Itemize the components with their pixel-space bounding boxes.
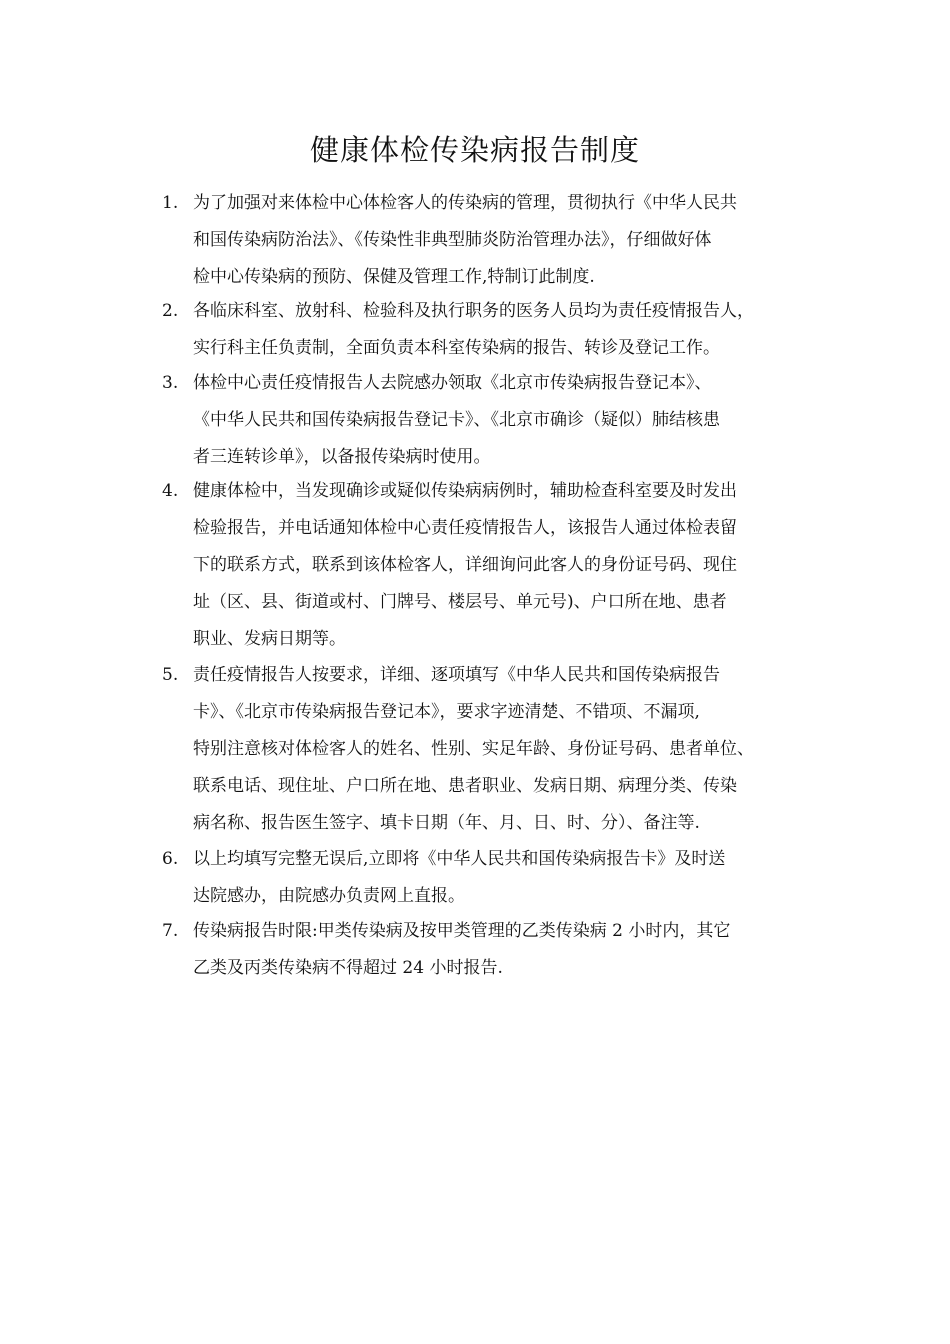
text-line: 特别注意核对体检客人的姓名、性别、实足年龄、身份证号码、患者单位、 (193, 739, 754, 759)
text-line: 和国传染病防治法》、《传染性非典型肺炎防治管理办法》，仔细做好体 (193, 230, 712, 250)
item-text (193, 841, 818, 915)
item-text (193, 293, 818, 367)
item-number: 3. (162, 373, 179, 393)
item-text (193, 657, 818, 842)
item-number: 6. (162, 849, 179, 869)
item-text (193, 913, 818, 987)
text-line: 联系电话、现住址、户口所在地、患者职业、发病日期、病理分类、传染 (193, 776, 737, 796)
text-line: 检验报告，并电话通知体检中心责任疫情报告人，该报告人通过体检表留 (193, 518, 737, 538)
item-number: 1. (162, 193, 179, 213)
item-text (193, 185, 818, 296)
text-line: 责任疫情报告人按要求，详细、逐项填写《中华人民共和国传染病报告 (193, 665, 720, 685)
text-line: 乙类及丙类传染病不得超过 24 小时报告. (193, 958, 503, 978)
text-line: 《中华人民共和国传染病报告登记卡》、《北京市确诊（疑似）肺结核患 (193, 410, 720, 430)
text-line: 址（区、县、街道或村、门牌号、楼层号、单元号)、户口所在地、患者 (193, 592, 727, 612)
text-line: 健康体检中，当发现确诊或疑似传染病病例时，辅助检查科室要及时发出 (193, 481, 737, 501)
text-line: 为了加强对来体检中心体检客人的传染病的管理，贯彻执行《中华人民共 (193, 193, 737, 213)
item-number: 4. (162, 481, 179, 501)
text-line: 达院感办，由院感办负责网上直报。 (193, 886, 465, 906)
text-line: 下的联系方式，联系到该体检客人，详细询问此客人的身份证号码、现住 (193, 555, 737, 575)
text-line: 各临床科室、放射科、检验科及执行职务的医务人员均为责任疫情报告人， (193, 301, 754, 321)
text-line: 体检中心责任疫情报告人去院感办领取《北京市传染病报告登记本》、 (193, 373, 712, 393)
item-number: 5. (162, 665, 179, 685)
item-number: 2. (162, 301, 179, 321)
item-number: 7. (162, 921, 179, 941)
item-text (193, 473, 818, 658)
text-line: 卡》、《北京市传染病报告登记本》，要求字迹清楚、不错项、不漏项, (193, 702, 700, 722)
text-line: 检中心传染病的预防、保健及管理工作,特制订此制度. (193, 267, 595, 287)
document-title: 健康体检传染病报告制度 (309, 133, 640, 167)
text-line: 者三连转诊单》，以备报传染病时使用。 (193, 447, 491, 467)
text-line: 职业、发病日期等。 (193, 629, 346, 649)
text-line: 以上均填写完整无误后,立即将《中华人民共和国传染病报告卡》及时送 (193, 849, 726, 869)
item-text (193, 365, 818, 476)
text-line: 实行科主任负责制，全面负责本科室传染病的报告、转诊及登记工作。 (193, 338, 720, 358)
text-line: 病名称、报告医生签字、填卡日期（年、月、日、时、分）、备注等. (193, 813, 700, 833)
text-line: 传染病报告时限:甲类传染病及按甲类管理的乙类传染病 2 小时内，其它 (193, 921, 731, 941)
